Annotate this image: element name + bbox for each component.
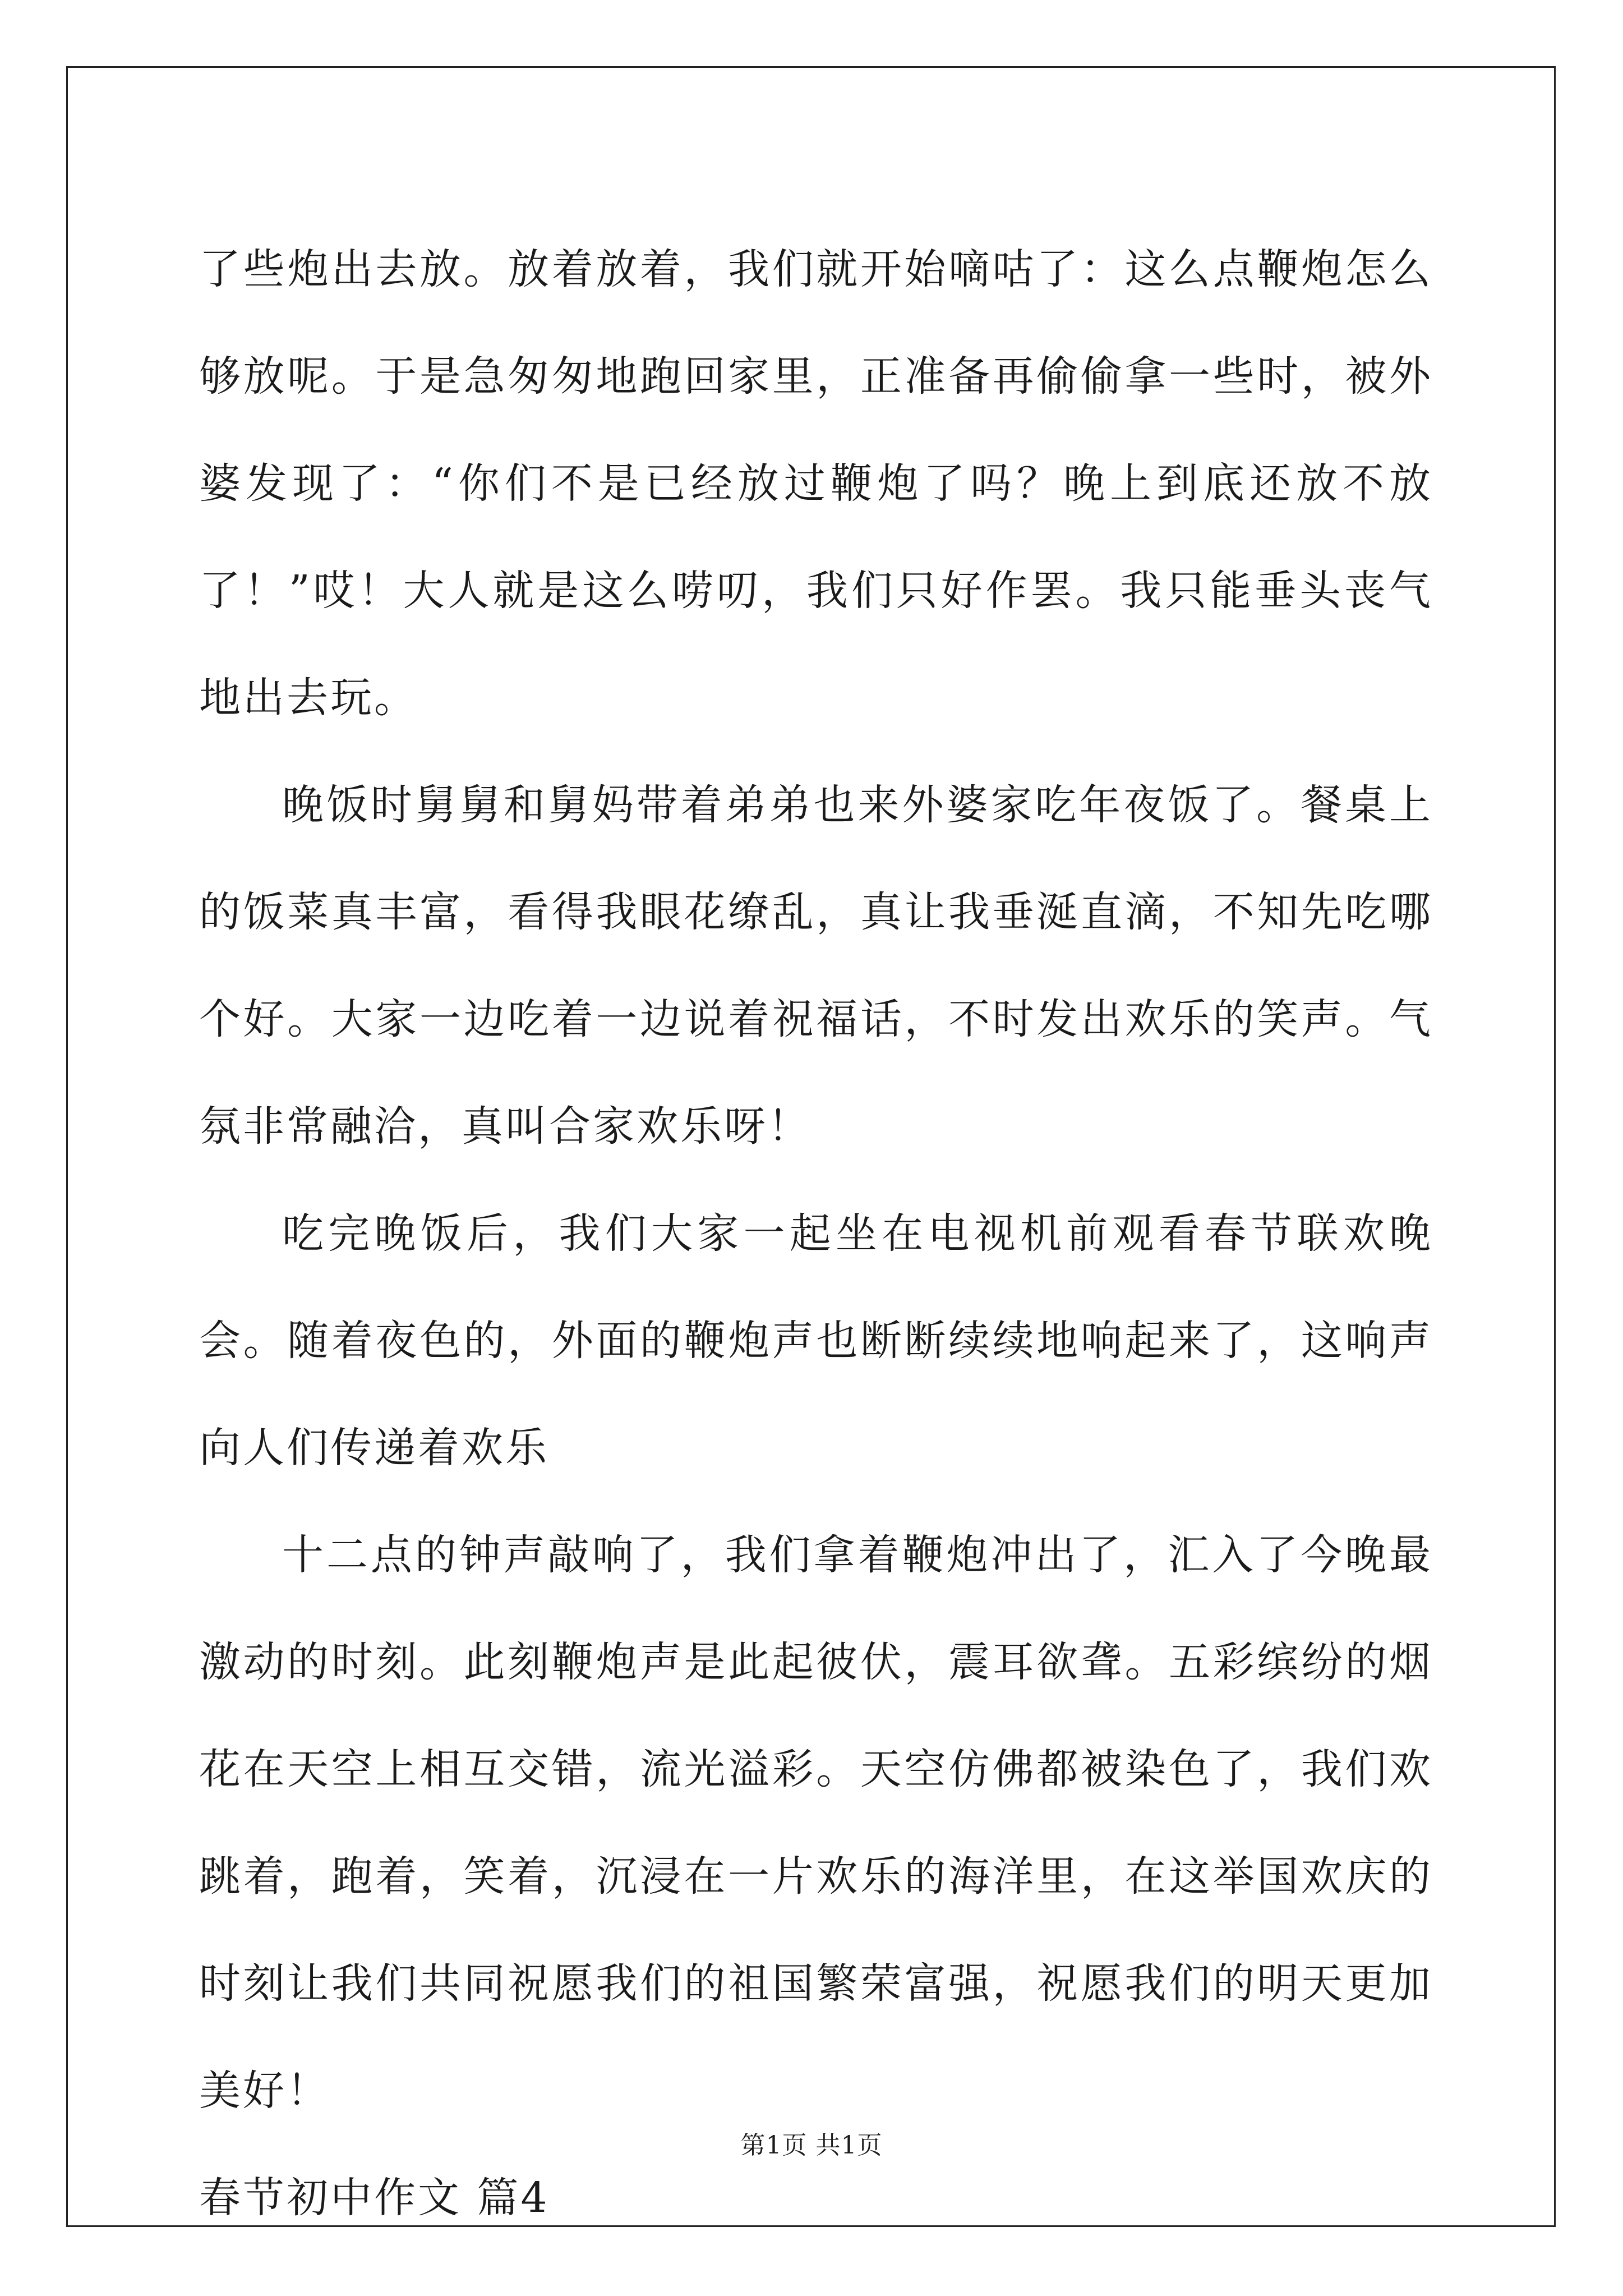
document-body (199, 216, 1433, 2252)
section-heading: 春节初中作文 篇4 (199, 2174, 550, 2222)
page-footer: 第1页 共1页 (740, 2131, 883, 2160)
paragraph-1: 了些炮出去放。放着放着，我们就开始嘀咕了：这么点鞭炮怎么够放呢。于是急匆匆地跑回家里，正准备再偷偷拿一些时，被外婆发现了：“你们不是已经放过鞭炮了吗？晚上到底还放不放了！”哎！大人就是这么唠叨，我们只好作罢。我只能垂头丧气地出去玩。 (199, 245, 1433, 722)
paragraph-3: 吃完晚饭后，我们大家一起坐在电视机前观看春节联欢晚会。随着夜色的，外面的鞭炮声也断断续续地响起来了，这响声向人们传递着欢乐 (199, 1209, 1433, 1472)
paragraph-4: 十二点的钟声敲响了，我们拿着鞭炮冲出了，汇入了今晚最激动的时刻。此刻鞭炮声是此起彼伏，震耳欲聋。五彩缤纷的烟花在天空上相互交错，流光溢彩。天空仿佛都被染色了，我们欢跳着，跑着，笑着，沉浸在一片欢乐的海洋里，在这举国欢庆的时刻让我们共同祝愿我们的祖国繁荣富强，祝愿我们的明天更加美好！ (199, 1531, 1433, 2115)
paragraph-2: 晚饭时舅舅和舅妈带着弟弟也来外婆家吃年夜饭了。餐桌上的饭菜真丰富，看得我眼花缭乱，真让我垂涎直滴，不知先吃哪个好。大家一边吃着一边说着祝福话，不时发出欢乐的笑声。气氛非常融洽，真叫合家欢乐呀！ (199, 781, 1433, 1151)
